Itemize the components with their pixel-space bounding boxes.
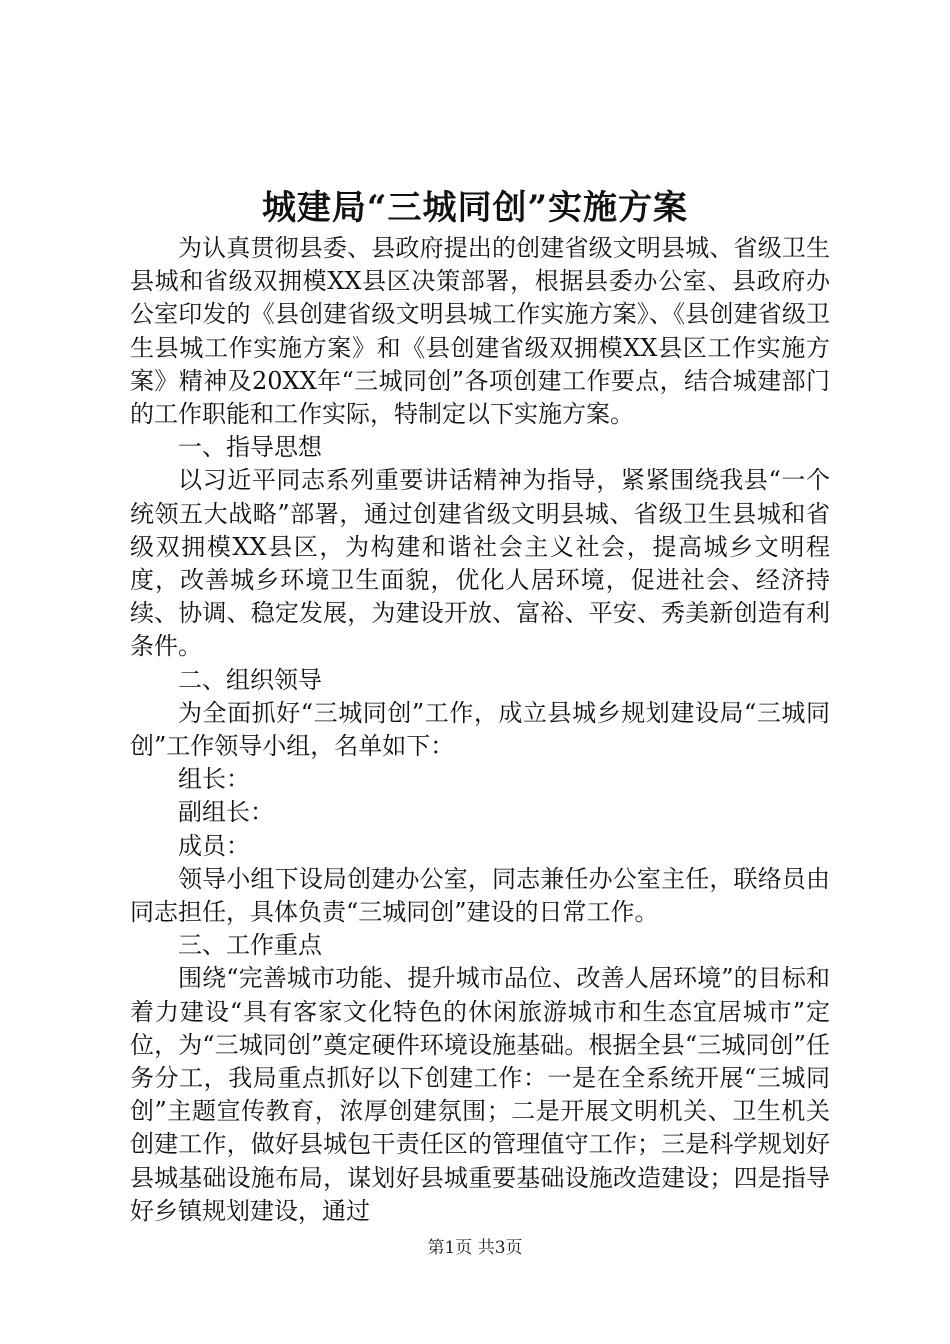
office-paragraph: 领导小组下设局创建办公室，同志兼任办公室主任，联络员由同志担任，具体负责“三城同创”建设的日常工作。: [130, 864, 830, 927]
page-indicator: 第1页 共3页: [427, 1238, 523, 1258]
key-work-paragraph: 围绕“完善城市功能、提升城市品位、改善人居环境”的目标和着力建设“具有客家文化特色的休闲旅游城市和生态宜居城市”定位，为“三城同创”奠定硬件环境设施基础。根据全县“三城同创”任务分工，我局重点抓好以下创建工作：一是在全系统开展“三城同创”主题宣传教育，浓厚创建氛围；二是开展文明机关、卫生机关创建工作，做好县城包干责任区的管理值守工作；三是科学规划好县城基础设施布局，谋划好县城重要基础设施改造建设；四是指导好乡镇规划建设，通过: [130, 964, 830, 1225]
deputy-leader-line: 副组长：: [178, 798, 274, 827]
section-heading-organization: 二、组织领导: [178, 665, 322, 694]
guiding-ideology-paragraph: 以习近平同志系列重要讲话精神为指导，紧紧围绕我县“一个统领五大战略”部署，通过创建省级文明县城、省级卫生县城和省级双拥模XX县区，为构建和谐社会主义社会，提高城乡文明程度，改善城乡环境卫生面貌，优化人居环境，促进社会、经济持续、协调、稳定发展，为建设开放、富裕、平安、秀美新创造有利条件。: [130, 466, 830, 661]
members-line: 成员：: [178, 831, 250, 860]
document-title: 城建局“三城同创”实施方案: [261, 188, 689, 228]
document-body: [130, 232, 830, 1228]
intro-paragraph: 为认真贯彻县委、县政府提出的创建省级文明县城、省级卫生县城和省级双拥模XX县区决策部署，根据县委办公室、县政府办公室印发的《县创建省级文明县城工作实施方案》、《县创建省级卫生县城工作实施方案》和《县创建省级双拥模XX县区工作实施方案》精神及20XX年“三城同创”各项创建工作要点，结合城建部门的工作职能和工作实际，特制定以下实施方案。: [130, 234, 830, 429]
organization-paragraph: 为全面抓好“三城同创”工作，成立县城乡规划建设局“三城同创”工作领导小组，名单如下：: [130, 698, 830, 761]
group-leader-line: 组长：: [178, 765, 250, 794]
section-heading-guiding-ideology: 一、指导思想: [178, 433, 322, 462]
section-heading-key-work: 三、工作重点: [178, 931, 322, 960]
